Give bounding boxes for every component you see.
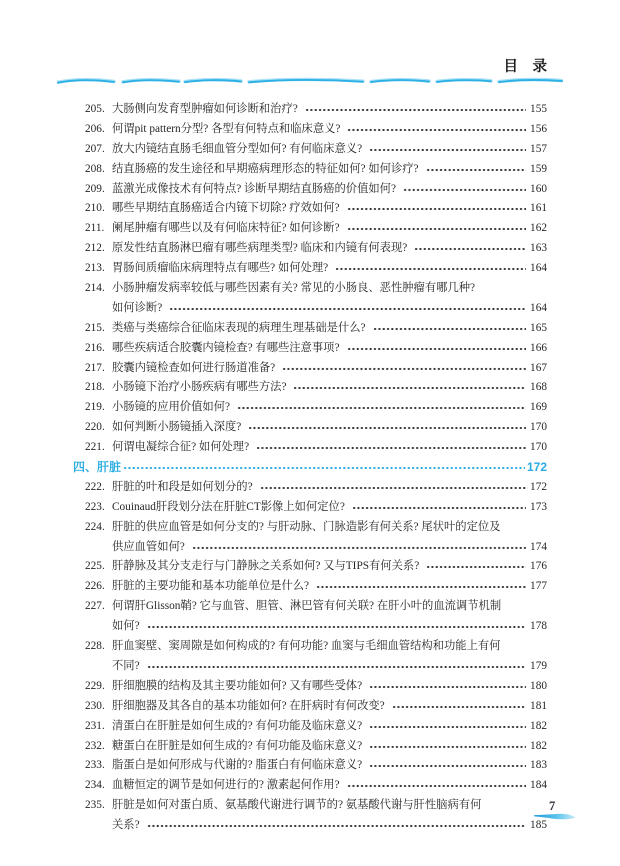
header-wavy-line-decoration — [57, 74, 563, 88]
section-label: 四、肝脏 — [73, 460, 122, 475]
entry-number: 234. — [85, 779, 105, 792]
entry-page-number: 162 — [530, 222, 547, 235]
entry-number: 235. — [85, 799, 105, 812]
entry-title: 肝细胞器及其各自的基本功能如何? 在肝病时有何改变? — [112, 699, 385, 712]
entry-title: 何谓电凝综合征? 如何处理? — [112, 441, 250, 454]
toc-entry-line — [73, 637, 547, 657]
entry-page-number: 164 — [530, 262, 547, 275]
entry-title-continued: 关系? — [112, 819, 140, 832]
dot-leader — [347, 199, 527, 219]
entry-page-number: 181 — [530, 699, 547, 712]
toc-entry-line — [73, 259, 547, 279]
toc-entry-row — [73, 259, 547, 279]
entry-page-number: 183 — [530, 759, 547, 772]
entry-page-number: 155 — [530, 103, 547, 115]
dot-leader — [369, 756, 526, 776]
entry-title: 肝血窦壁、窦周隙是如何构成的? 有何功能? 血窦与毛细血管结构和功能上有何 — [112, 640, 501, 653]
dot-leader — [282, 359, 526, 379]
entry-page-number: 177 — [530, 580, 547, 593]
dot-leader — [403, 180, 526, 200]
entry-title: 蓝激光成像技术有何特点? 诊断早期结直肠癌的价值如何? — [112, 182, 396, 195]
entry-title: 糖蛋白在肝脏是如何生成的? 有何功能及临床意义? — [112, 739, 363, 752]
entry-page-number: 168 — [530, 381, 547, 394]
toc-entry-line — [73, 180, 547, 200]
entry-number: 220. — [85, 421, 105, 434]
entry-title: 肝脏是如何对蛋白质、氨基酸代谢进行调节的? 氨基酸代谢与肝性脑病有何 — [112, 799, 482, 812]
toc-entry-line — [73, 438, 547, 458]
toc-entry-continuation-line — [73, 816, 547, 836]
toc-entry-line — [73, 319, 547, 339]
entry-title: 小肠肿瘤发病率较低与哪些因素有关? 常见的小肠良、恶性肿瘤有哪几种? — [112, 282, 476, 295]
entry-number: 207. — [85, 142, 105, 155]
toc-entry-row — [73, 518, 547, 558]
dot-leader — [426, 557, 526, 577]
entry-number: 224. — [85, 520, 105, 533]
entry-number: 212. — [85, 242, 105, 255]
entry-title: 何谓肝Glisson鞘? 它与血管、胆管、淋巴管有何关联? 在肝小叶的血流调节机制 — [112, 600, 502, 613]
toc-entry-line — [73, 339, 547, 359]
entry-page-number: 163 — [530, 242, 547, 255]
toc-entry-row — [73, 319, 547, 339]
dot-leader — [347, 339, 527, 359]
toc-entry-row — [73, 398, 547, 418]
entry-title: 结直肠癌的发生途径和早期癌病理形态的特征如何? 如何诊疗? — [112, 162, 419, 175]
footer-brush-stroke-decoration — [534, 812, 576, 822]
toc-entry-continuation-line — [73, 299, 547, 319]
entry-page-number: 172 — [530, 480, 547, 493]
entry-title: 肝静脉及其分支走行与门静脉之关系如何? 又与TIPS有何关系? — [112, 560, 420, 573]
dot-leader — [169, 299, 526, 319]
entry-title: 阑尾肿瘤有哪些以及有何临床特征? 如何诊断? — [112, 222, 340, 235]
toc-entry-row — [73, 677, 547, 697]
dot-leader — [369, 677, 526, 697]
dot-leader — [369, 737, 526, 757]
toc-entry-line — [73, 597, 547, 617]
entry-number: 232. — [85, 739, 105, 752]
toc-entry-row — [73, 160, 547, 180]
toc-entry-line — [73, 100, 547, 120]
toc-entry-row — [73, 359, 547, 379]
entry-title: 肝脏的主要功能和基本功能单位是什么? — [112, 580, 310, 593]
entry-page-number: 172 — [526, 460, 547, 475]
entry-page-number: 160 — [530, 182, 547, 195]
entry-page-number: 179 — [530, 659, 547, 672]
dot-leader — [237, 398, 526, 418]
toc-entry-continuation-line — [73, 617, 547, 637]
entry-number: 233. — [85, 759, 105, 772]
entry-number: 215. — [85, 321, 105, 334]
entry-number: 228. — [85, 640, 105, 653]
entry-page-number: 167 — [530, 361, 547, 374]
toc-entry-row — [73, 717, 547, 737]
toc-entry-line — [73, 498, 547, 518]
entry-number: 208. — [85, 162, 105, 175]
toc-entry-row — [73, 418, 547, 438]
dot-leader — [123, 458, 525, 478]
entry-number: 226. — [85, 580, 105, 593]
dot-leader — [426, 160, 526, 180]
entry-number: 213. — [85, 262, 105, 275]
entry-page-number: 161 — [530, 202, 547, 215]
entry-title: 放大内镜结直肠毛细血管分型如何? 有何临床意义? — [112, 142, 363, 155]
entry-number: 211. — [85, 222, 105, 235]
toc-list — [73, 100, 547, 836]
toc-entry-row — [73, 438, 547, 458]
entry-number: 227. — [85, 600, 105, 613]
toc-entry-row — [73, 697, 547, 717]
toc-entry-line — [73, 239, 547, 259]
dot-leader — [347, 776, 527, 796]
entry-page-number: 169 — [530, 401, 547, 414]
entry-title: 胃肠间质瘤临床病理特点有哪些? 如何处理? — [112, 262, 329, 275]
toc-entry-row — [73, 776, 547, 796]
entry-number: 218. — [85, 381, 105, 394]
toc-entry-row — [73, 180, 547, 200]
entry-title: 胶囊内镜检查如何进行肠道准备? — [112, 361, 276, 374]
entry-page-number: 173 — [530, 500, 547, 513]
entry-page-number: 159 — [530, 162, 547, 175]
entry-page-number: 165 — [530, 321, 547, 334]
toc-entry-row — [73, 100, 547, 120]
toc-entry-row — [73, 120, 547, 140]
dot-leader — [335, 259, 526, 279]
toc-entry-line — [73, 279, 547, 299]
toc-entry-line — [73, 418, 547, 438]
entry-number: 231. — [85, 719, 105, 732]
entry-page-number: 180 — [530, 679, 547, 692]
page-title: 目 录 — [503, 59, 547, 75]
toc-entry-row — [73, 737, 547, 757]
entry-number: 230. — [85, 699, 105, 712]
entry-title: 肝脏的叶和段是如何划分的? — [112, 480, 253, 493]
toc-entry-line — [73, 677, 547, 697]
entry-title-continued: 如何诊断? — [112, 301, 163, 314]
footer-page-number: 7 — [549, 799, 556, 813]
toc-entry-line — [73, 378, 547, 398]
entry-number: 209. — [85, 182, 105, 195]
dot-leader — [256, 438, 526, 458]
toc-entry-continuation-line — [73, 657, 547, 677]
toc-entry-line — [73, 776, 547, 796]
toc-entry-line — [73, 199, 547, 219]
dot-leader — [305, 100, 526, 120]
entry-page-number: 166 — [530, 341, 547, 354]
entry-page-number: 185 — [530, 819, 547, 832]
toc-entry-row — [73, 498, 547, 518]
entry-title: 清蛋白在肝脏是如何生成的? 有何功能及临床意义? — [112, 719, 363, 732]
toc-entry-line — [73, 160, 547, 180]
toc-entry-line — [73, 557, 547, 577]
entry-title-continued: 如何? — [112, 620, 140, 633]
entry-title: 肝脏的供应血管是如何分支的? 与肝动脉、门脉造影有何关系? 尾状叶的定位及 — [112, 520, 501, 533]
toc-entry-row — [73, 796, 547, 836]
toc-entry-row — [73, 597, 547, 637]
entry-title: 何谓pit pattern分型? 各型有何特点和临床意义? — [112, 122, 341, 135]
entry-number: 222. — [85, 480, 105, 493]
entry-number: 229. — [85, 679, 105, 692]
toc-entry-row — [73, 557, 547, 577]
dot-leader — [248, 418, 526, 438]
entry-number: 217. — [85, 361, 105, 374]
toc-entry-continuation-line — [73, 538, 547, 558]
dot-leader — [352, 498, 526, 518]
entry-title: 小肠镜下治疗小肠疾病有哪些方法? — [112, 381, 287, 394]
toc-entry-row — [73, 378, 547, 398]
entry-title: 脂蛋白是如何形成与代谢的? 脂蛋白有何临床意义? — [112, 759, 363, 772]
entry-page-number: 184 — [530, 779, 547, 792]
entry-page-number: 182 — [530, 739, 547, 752]
toc-section-row — [73, 458, 547, 478]
dot-leader — [147, 816, 526, 836]
dot-leader — [260, 478, 526, 498]
toc-entry-row — [73, 199, 547, 219]
entry-number: 221. — [85, 441, 105, 454]
toc-entry-row — [73, 239, 547, 259]
entry-title: 原发性结直肠淋巴瘤有哪些病理类型? 临床和内镜有何表现? — [112, 242, 408, 255]
toc-entry-line — [73, 120, 547, 140]
entry-title: 小肠镜的应用价值如何? — [112, 401, 230, 414]
entry-number: 210. — [85, 202, 105, 215]
toc-entry-line — [73, 756, 547, 776]
entry-page-number: 170 — [530, 441, 547, 454]
toc-entry-row — [73, 577, 547, 597]
dot-leader — [147, 657, 526, 677]
toc-entry-line — [73, 359, 547, 379]
entry-title: 大肠侧向发育型肿瘤如何诊断和治疗? — [112, 103, 298, 115]
entry-page-number: 182 — [530, 719, 547, 732]
entry-number: 214. — [85, 282, 105, 295]
toc-entry-line — [73, 697, 547, 717]
toc-entry-line — [73, 458, 547, 478]
toc-entry-row — [73, 637, 547, 677]
entry-title: Couinaud肝段划分法在肝脏CT影像上如何定位? — [112, 500, 345, 513]
dot-leader — [369, 717, 526, 737]
entry-page-number: 178 — [530, 620, 547, 633]
entry-number: 223. — [85, 500, 105, 513]
toc-entry-line — [73, 219, 547, 239]
entry-title: 哪些疾病适合胶囊内镜检查? 有哪些注意事项? — [112, 341, 340, 354]
entry-title: 肝细胞膜的结构及其主要功能如何? 又有哪些受体? — [112, 679, 363, 692]
entry-page-number: 164 — [530, 301, 547, 314]
entry-title: 类癌与类癌综合征临床表现的病理生理基础是什么? — [112, 321, 366, 334]
dot-leader — [293, 378, 526, 398]
entry-title-continued: 供应血管如何? — [112, 540, 185, 553]
entry-number: 205. — [85, 103, 105, 115]
dot-leader — [414, 239, 526, 259]
dot-leader — [369, 140, 526, 160]
toc-entry-row — [73, 140, 547, 160]
toc-entry-row — [73, 339, 547, 359]
toc-entry-row — [73, 219, 547, 239]
toc-entry-line — [73, 478, 547, 498]
dot-leader — [147, 617, 526, 637]
dot-leader — [373, 319, 526, 339]
toc-entry-row — [73, 478, 547, 498]
entry-page-number: 176 — [530, 560, 547, 573]
toc-entry-line — [73, 796, 547, 816]
dot-leader — [392, 697, 526, 717]
entry-number: 225. — [85, 560, 105, 573]
toc-entry-row — [73, 756, 547, 776]
entry-page-number: 156 — [530, 122, 547, 135]
dot-leader — [347, 120, 526, 140]
entry-number: 216. — [85, 341, 105, 354]
entry-title: 血糖恒定的调节是如何进行的? 激素起何作用? — [112, 779, 340, 792]
toc-entry-row — [73, 279, 547, 319]
entry-title: 哪些早期结直肠癌适合内镜下切除? 疗效如何? — [112, 202, 340, 215]
entry-title: 如何判断小肠镜插入深度? — [112, 421, 242, 434]
entry-page-number: 157 — [530, 142, 547, 155]
entry-number: 219. — [85, 401, 105, 414]
entry-number: 206. — [85, 122, 105, 135]
entry-title-continued: 不同? — [112, 659, 140, 672]
toc-entry-line — [73, 518, 547, 538]
dot-leader — [316, 577, 526, 597]
toc-entry-line — [73, 717, 547, 737]
entry-page-number: 174 — [530, 540, 547, 553]
toc-entry-line — [73, 398, 547, 418]
dot-leader — [192, 538, 526, 558]
dot-leader — [347, 219, 527, 239]
toc-entry-line — [73, 140, 547, 160]
toc-entry-line — [73, 737, 547, 757]
entry-page-number: 170 — [530, 421, 547, 434]
toc-entry-line — [73, 577, 547, 597]
